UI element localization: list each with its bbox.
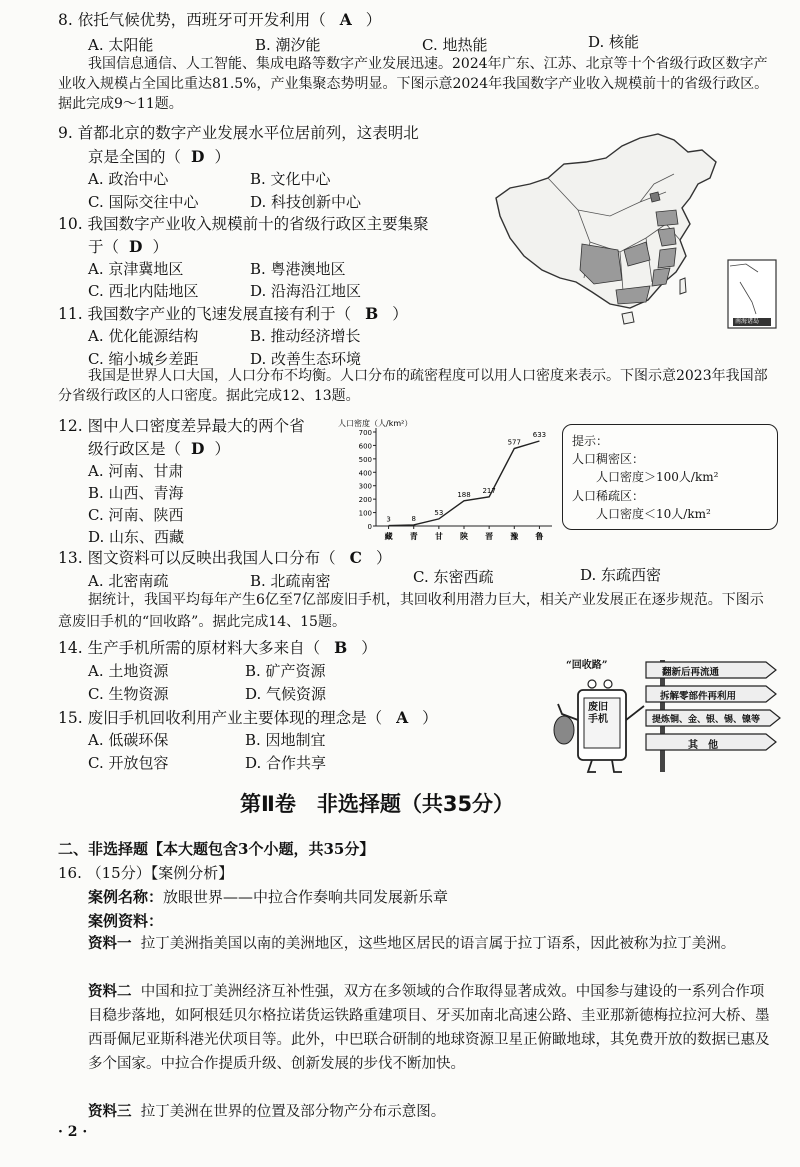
q12-stem-line1: 12. 图中人口密度差异最大的两个省	[58, 417, 305, 435]
q10-answer: D	[129, 237, 143, 256]
q12-stem-line2	[88, 437, 230, 459]
chart-xtick-label: 藏	[384, 532, 393, 541]
q9-stem-text: 京是全国的（	[88, 148, 182, 166]
q13-stem	[58, 546, 391, 568]
material-3-label: 资料三	[88, 1103, 132, 1120]
shaded-zhejiang	[658, 248, 676, 268]
material-1	[88, 932, 772, 956]
q12-stem-text: 级行政区是（	[88, 440, 182, 458]
chart-xtick-label: 青	[409, 532, 418, 541]
q15-stem	[58, 706, 438, 728]
intro-population: 我国是世界人口大国，人口分布不均衡。人口分布的疏密程度可以用人口密度来表示。下图示意2023年我国部分省级行政区的人口密度。据此完成12、13题。	[58, 368, 768, 404]
q11-answer: B	[365, 304, 379, 323]
material-1-label: 资料一	[88, 935, 132, 952]
q15-answer: A	[396, 708, 409, 727]
q11-close: ）	[392, 305, 408, 323]
q9-stem-line2	[88, 145, 230, 167]
chart-ytick-label: 400	[358, 469, 372, 478]
phone-eye-left	[588, 680, 596, 688]
material-2-label: 资料二	[88, 983, 132, 1000]
chart-ytick-label: 300	[358, 482, 372, 491]
section-subtitle: 二、非选择题【本大题包含3个小题，共35分】	[58, 840, 375, 858]
intro-digital-industry: 我国信息通信、人工智能、集成电路等数字产业发展迅速。2024年广东、江苏、北京等十个省级行政区数字产业收入规模占全国比重达81.5%，产业集聚态势明显。下图示意2024年我国数字产业收入规模前十的省级行政区。据此完成9～11题。	[58, 56, 769, 112]
q15-option-a: A. 低碳环保	[88, 731, 169, 749]
q12-option-a: A. 河南、甘肃	[88, 462, 184, 480]
chart-ylabel: 人口密度（人/km²）	[338, 419, 413, 428]
q10-option-a: A. 京津冀地区	[88, 260, 184, 278]
chart-data-label: 217	[482, 486, 496, 495]
q9-close: ）	[214, 148, 230, 166]
sign-3-label: 提炼铜、金、银、锡、镍等	[652, 715, 761, 725]
chart-xtick-label: 豫	[510, 532, 519, 541]
q9-option-d: D. 科技创新中心	[250, 193, 362, 211]
q9-option-b: B. 文化中心	[250, 170, 331, 188]
q8-option-a: A. 太阳能	[88, 36, 154, 54]
sign-2-label: 拆解零部件再利用	[660, 691, 737, 702]
phone-eye-right	[604, 680, 612, 688]
hint-title: 提示：	[572, 434, 609, 448]
hainan-island	[622, 312, 634, 324]
q15-option-d: D. 合作共享	[245, 754, 327, 772]
q8-option-c: C. 地热能	[422, 36, 488, 54]
q8-stem	[58, 8, 381, 30]
q16-case-name	[88, 886, 448, 907]
intro-phone-recycling: 据统计，我国平均每年产生6亿至7亿部废旧手机，其回收利用潜力巨大，相关产业发展正在逐步规范。下图示意废旧手机的“回收路”。据此完成14、15题。	[58, 592, 764, 630]
chart-data-label: 633	[532, 430, 547, 439]
shaded-beijing	[650, 192, 660, 202]
q9-option-a: A. 政治中心	[88, 170, 169, 188]
material-2-text: 中国和拉丁美洲经济互补性强，双方在多领域的合作取得显著成效。中国参与建设的一系列合作项目稳步落地，如阿根廷贝尔格拉诺货运铁路重建项目、牙买加南北高速公路、圭亚那新德梅拉拉河大桥、墨西哥佩尼亚斯科港光伏项目等。此外，中巴联合研制的地球资源卫星正俯瞰地球，其免费开放的数据已惠及多个国家。中拉合作提质升级、创新发展的步伐不断加快。	[88, 984, 770, 1072]
hint-dense-value: 人口密度＞100人/km²	[596, 470, 719, 484]
q11-option-b: B. 推动经济增长	[250, 327, 361, 345]
q15-option-c: C. 开放包容	[88, 754, 169, 772]
q12-option-d: D. 山东、西藏	[88, 528, 185, 546]
hint-sparse-label: 人口稀疏区：	[572, 489, 645, 503]
q14-stem-text: 14. 生产手机所需的原材料大多来自（	[58, 639, 321, 657]
chart-data-label: 188	[457, 490, 471, 499]
chart-xtick-label: 陕	[460, 532, 468, 541]
q13-option-b: B. 北疏南密	[250, 572, 331, 590]
q13-close: ）	[375, 549, 392, 567]
chart-data-label: 53	[434, 508, 444, 517]
q12-option-c: C. 河南、陕西	[88, 506, 184, 524]
page-number: · 2 ·	[58, 1124, 88, 1140]
q15-stem-text: 15. 废旧手机回收利用产业主要体现的理念是（	[58, 709, 383, 727]
sign-1-label: 翻新后再流通	[662, 667, 720, 678]
q11-stem	[58, 302, 408, 324]
q10-option-d: D. 沿海沿江地区	[250, 282, 362, 300]
q14-option-a: A. 土地资源	[88, 662, 169, 680]
q14-answer: B	[334, 638, 348, 657]
taiwan-island	[680, 278, 686, 294]
section-title: 第Ⅱ卷 非选择题（共35分）	[240, 792, 515, 816]
chart-ytick-label: 500	[358, 455, 372, 464]
phone-label: 废旧手机	[588, 702, 608, 725]
chart-xtick-label: 晋	[485, 532, 494, 541]
material-3	[88, 1100, 772, 1124]
q9-option-c: C. 国际交往中心	[88, 193, 199, 211]
chart-xtick-label: 甘	[434, 532, 443, 541]
q12-close: ）	[214, 440, 230, 458]
chart-series-line	[389, 438, 540, 526]
q11-option-d: D. 改善生态环境	[250, 350, 362, 368]
q8-close: ）	[365, 11, 382, 29]
phone-bag	[554, 716, 574, 744]
hint-dense-label: 人口稠密区：	[572, 452, 645, 466]
q11-option-a: A. 优化能源结构	[88, 327, 199, 345]
q15-close: ）	[422, 709, 438, 727]
q12-answer: D	[191, 439, 205, 458]
q13-stem-text: 13. 图文资料可以反映出我国人口分布（	[58, 549, 336, 567]
q8-answer: A	[339, 10, 352, 29]
q8-option-d: D. 核能	[588, 33, 640, 51]
sign-4-label: 其 他	[688, 740, 718, 751]
q15-option-b: B. 因地制宜	[245, 731, 326, 749]
q11-stem-text: 11. 我国数字产业的飞速发展直接有利于（	[58, 305, 352, 323]
material-1-text: 拉丁美洲指美国以南的美洲地区，这些地区居民的语言属于拉丁语系，因此被称为拉丁美洲。	[140, 936, 736, 952]
q14-option-d: D. 气候资源	[245, 685, 327, 703]
q13-answer: C	[349, 548, 362, 567]
chart-ytick-label: 0	[367, 523, 372, 531]
q14-stem	[58, 636, 377, 658]
chart-xtick-label: 鲁	[535, 532, 544, 541]
chart-ytick-label: 600	[358, 442, 372, 451]
q8-stem-text: 8. 依托气候优势，西班牙可开发利用（	[58, 11, 326, 29]
q16-materials-label: 案例资料：	[88, 912, 164, 930]
q8-option-b: B. 潮汐能	[255, 36, 321, 54]
china-map	[490, 132, 780, 332]
phone-legs	[588, 760, 622, 772]
q14-close: ）	[361, 639, 377, 657]
chart-data-label: 8	[411, 514, 416, 523]
recycle-title: “回收路”	[566, 660, 608, 671]
q13-option-a: A. 北密南疏	[88, 572, 169, 590]
q9-stem-line1: 9. 首都北京的数字产业发展水平位居前列，这表明北	[58, 124, 419, 142]
hint-sparse-value: 人口密度＜10人/km²	[596, 507, 711, 521]
chart-ytick-label: 200	[358, 496, 372, 505]
q10-stem-line1: 10. 我国数字产业收入规模前十的省级行政区主要集聚	[58, 215, 429, 233]
q16-head: 16. （15分）【案例分析】	[58, 864, 234, 882]
q13-option-c: C. 东密西疏	[413, 568, 494, 586]
q14-option-b: B. 矿产资源	[245, 662, 326, 680]
inset-label: 南海诸岛	[735, 318, 760, 325]
case-name-text: 放眼世界——中拉合作奏响共同发展新乐章	[163, 888, 449, 906]
q14-option-c: C. 生物资源	[88, 685, 169, 703]
chart-ytick-label: 700	[358, 429, 372, 437]
shaded-fujian	[652, 268, 670, 286]
case-name-label: 案例名称：	[88, 888, 164, 906]
q10-option-c: C. 西北内陆地区	[88, 282, 199, 300]
q9-answer: D	[191, 147, 205, 166]
q10-option-b: B. 粤港澳地区	[250, 260, 346, 278]
material-3-text: 拉丁美洲在世界的位置及部分物产分布示意图。	[140, 1104, 446, 1120]
q10-close: ）	[152, 238, 168, 256]
q10-stem-text: 于（	[88, 238, 120, 256]
q12-option-b: B. 山西、青海	[88, 484, 184, 502]
chart-data-label: 577	[507, 438, 521, 447]
chart-ytick-label: 100	[358, 509, 372, 518]
q13-option-d: D. 东疏西密	[580, 566, 662, 584]
material-2	[88, 980, 772, 1076]
q10-stem-line2	[88, 235, 168, 257]
q11-option-c: C. 缩小城乡差距	[88, 350, 199, 368]
population-density-chart	[336, 416, 560, 542]
chart-data-label: 3	[386, 515, 391, 524]
shaded-shandong	[656, 210, 678, 226]
